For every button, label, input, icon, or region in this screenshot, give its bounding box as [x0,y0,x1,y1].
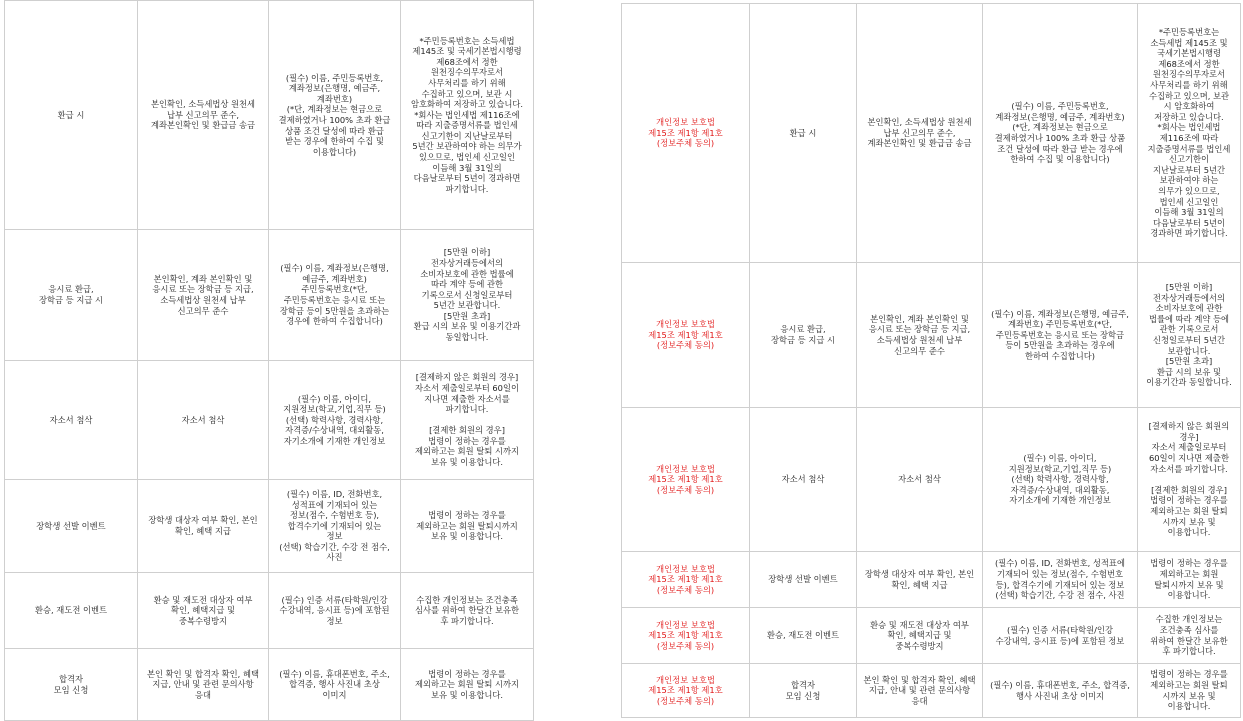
legal-basis-cell: 개인정보 보호법 제15조 제1항 제1호 (정보주체 동의) [622,608,750,664]
items-cell: (필수) 인증 서류(타학원/인강 수강내역, 응시표 등)에 포함된 정보 [269,573,401,649]
category-cell: 합격자 모임 신청 [750,664,857,718]
legal-basis-cell: 개인정보 보호법 제15조 제1항 제1호 (정보주체 동의) [622,408,750,552]
items-cell: (필수) 이름, 계좌정보(은행명, 예금주, 계좌번호) 주민등록번호(*단, 주민등록번호는 응시료 또는 장학금 등이 5만원을 초과하는 경우에 한하여 수집합니다) [269,230,401,361]
table-row [5,361,534,480]
retention-cell: 법령이 정하는 경우를 제외하고는 회원 탈퇴시까지 보유 및 이용합니다. [1138,552,1241,608]
retention-cell: 법령이 정하는 경우를 제외하고는 회원 탈퇴 시까지 보유 및 이용합니다. [401,649,534,721]
items-cell: (필수) 이름, 휴대폰번호, 주소, 합격증, 행사 사진내 초상 이미지 [269,649,401,721]
items-cell: (필수) 인증 서류(타학원/인강 수강내역, 응시표 등)에 포함된 정보 [983,608,1138,664]
legal-basis-cell: 개인정보 보호법 제15조 제1항 제1호 (정보주체 동의) [622,4,750,263]
category-cell: 환승, 재도전 이벤트 [5,573,138,649]
purpose-cell: 본인확인, 소득세법상 원천세 납부 신고의무 준수, 계좌본인확인 및 환급금 송금 [138,1,269,230]
table-row [5,1,534,230]
privacy-table-left [4,0,534,721]
items-cell: (필수) 이름, ID, 전화번호, 성적표에 기재되어 있는 정보(점수, 수험번호 등), 합격수기에 기재되어 있는 정보 (선택) 학습기간, 수강 전 점수, 사진 [983,552,1138,608]
category-cell: 자소서 첨삭 [750,408,857,552]
retention-cell: 법령이 정하는 경우를 제외하고는 회원 탈퇴시까지 보유 및 이용합니다. [401,480,534,573]
table-row [5,230,534,361]
legal-basis-cell: 개인정보 보호법 제15조 제1항 제1호 (정보주체 동의) [622,263,750,408]
table-row [622,263,1241,408]
items-cell: (필수) 이름, ID, 전화번호, 성적표에 기재되어 있는 정보(점수, 수험번호 등), 합격수기에 기재되어 있는 정보 (선택) 학습기간, 수강 전 점수, 사진 [269,480,401,573]
items-cell: (필수) 이름, 계좌정보(은행명, 예금주, 계좌번호) 주민등록번호(*단, 주민등록번호는 응시료 또는 장학금 등이 5만원을 초과하는 경우에 한하여 수집합니다) [983,263,1138,408]
table-row [5,480,534,573]
retention-cell: [5만원 이하] 전자상거래등에서의 소비자보호에 관한 법률에 따라 계약 등에 관한 기록으로서 신청일로부터 5년간 보관합니다. [5만원 초과] 환급 시의 보유 및 이용기간과 동일합니다. [1138,263,1241,408]
retention-cell: 수집한 개인정보는 조건충족 심사를 위하여 한달간 보유한 후 파기합니다. [401,573,534,649]
purpose-cell: 자소서 첨삭 [857,408,983,552]
items-cell: (필수) 이름, 주민등록번호, 계좌정보(은행명, 예금주, 계좌번호) (*단, 계좌정보는 현금으로 결제하였거나 100% 초과 환급 상품 조건 달성에 따라 환급 받는 경우에 한하여 수집 및 이용합니다) [983,4,1138,263]
category-cell: 합격자 모임 신청 [5,649,138,721]
category-cell: 환급 시 [750,4,857,263]
retention-cell: *주민등록번호는 소득세법 제145조 및 국세기본법시행령 제68조에서 정한 원천징수의무자로서 사무처리를 하기 위해 수집하고 있으며, 보관 시 암호화하여 저장하고 있습니다. *회사는 법인세법 제116조에 따라 지출증명서류를 법인세 신고기한이 지난날로부터 5년간 보관하여야 하는 의무가 있으므로, 법인세 신고일인 이듬해 3월 31일의 다음날로부터 5년이 경과하면 파기합니다. [401,1,534,230]
table-row [622,408,1241,552]
retention-cell: *주민등록번호는 소득세법 제145조 및 국세기본법시행령 제68조에서 정한 원천징수의무자로서 사무처리를 하기 위해 수집하고 있으며, 보관 시 암호화하여 저장하고 있습니다. *회사는 법인세법 제116조에 따라 지출증명서류를 법인세 신고기한이 지난날로부터 5년간 보관하여야 하는 의무가 있으므로, 법인세 신고일인 이듬해 3월 31일의 다음날로부터 5년이 경과하면 파기합니다. [1138,4,1241,263]
retention-cell: [5만원 이하] 전자상거래등에서의 소비자보호에 관한 법률에 따라 계약 등에 관한 기록으로서 신청일로부터 5년간 보관합니다. [5만원 초과] 환급 시의 보유 및 이용기간과 동일합니다. [401,230,534,361]
purpose-cell: 본인확인, 계좌 본인확인 및 응시료 또는 장학금 등 지급, 소득세법상 원천세 납부 신고의무 준수 [857,263,983,408]
purpose-cell: 본인확인, 소득세법상 원천세 납부 신고의무 준수, 계좌본인확인 및 환급금 송금 [857,4,983,263]
category-cell: 응시료 환급, 장학금 등 지급 시 [750,263,857,408]
table-row [622,608,1241,664]
items-cell: (필수) 이름, 아이디, 지원정보(학교,기업,직무 등) (선택) 학력사항, 경력사항, 자격증/수상내역, 대외활동, 자기소개에 기재한 개인정보 [269,361,401,480]
retention-cell: 법령이 정하는 경우를 제외하고는 회원 탈퇴 시까지 보유 및 이용합니다. [1138,664,1241,718]
category-cell: 응시료 환급, 장학금 등 지급 시 [5,230,138,361]
table-row [622,664,1241,718]
purpose-cell: 본인확인, 계좌 본인확인 및 응시료 또는 장학금 등 지급, 소득세법상 원천세 납부 신고의무 준수 [138,230,269,361]
purpose-cell: 본인 확인 및 합격자 확인, 혜택 지급, 안내 및 관련 문의사항 응대 [857,664,983,718]
items-cell: (필수) 이름, 아이디, 지원정보(학교,기업,직무 등) (선택) 학력사항, 경력사항, 자격증/수상내역, 대외활동, 자기소개에 기재한 개인정보 [983,408,1138,552]
retention-cell: [결제하지 않은 회원의 경우] 자소서 제출일로부터 60일이 지나면 제출한 자소서를 파기합니다. [결제한 회원의 경우] 법령이 정하는 경우를 제외하고는 회원 탈퇴 시까지 보유 및 이용합니다. [401,361,534,480]
purpose-cell: 본인 확인 및 합격자 확인, 혜택 지급, 안내 및 관련 문의사항 응대 [138,649,269,721]
category-cell: 자소서 첨삭 [5,361,138,480]
table-row [5,573,534,649]
category-cell: 장학생 선발 이벤트 [750,552,857,608]
retention-cell: [결제하지 않은 회원의 경우] 자소서 제출일로부터 60일이 지나면 제출한 자소서를 파기합니다. [결제한 회원의 경우] 법령이 정하는 경우를 제외하고는 회원 탈퇴 시까지 보유 및 이용합니다. [1138,408,1241,552]
purpose-cell: 자소서 첨삭 [138,361,269,480]
purpose-cell: 장학생 대상자 여부 확인, 본인 확인, 혜택 지급 [138,480,269,573]
items-cell: (필수) 이름, 주민등록번호, 계좌정보(은행명, 예금주, 계좌번호) (*단, 계좌정보는 현금으로 결제하였거나 100% 초과 환급 상품 조건 달성에 따라 환급 받는 경우에 한하여 수집 및 이용합니다) [269,1,401,230]
legal-basis-cell: 개인정보 보호법 제15조 제1항 제1호 (정보주체 동의) [622,552,750,608]
purpose-cell: 장학생 대상자 여부 확인, 본인 확인, 혜택 지급 [857,552,983,608]
category-cell: 환승, 재도전 이벤트 [750,608,857,664]
purpose-cell: 환승 및 재도전 대상자 여부 확인, 혜택지급 및 중복수령방지 [138,573,269,649]
retention-cell: 수집한 개인정보는 조건충족 심사를 위하여 한달간 보유한 후 파기합니다. [1138,608,1241,664]
table-row [5,649,534,721]
category-cell: 장학생 선발 이벤트 [5,480,138,573]
items-cell: (필수) 이름, 휴대폰번호, 주소, 합격증, 행사 사진내 초상 이미지 [983,664,1138,718]
legal-basis-cell: 개인정보 보호법 제15조 제1항 제1호 (정보주체 동의) [622,664,750,718]
privacy-table-right [621,3,1241,718]
table-row [622,4,1241,263]
purpose-cell: 환승 및 재도전 대상자 여부 확인, 혜택지급 및 중복수령방지 [857,608,983,664]
table-row [622,552,1241,608]
category-cell: 환급 시 [5,1,138,230]
